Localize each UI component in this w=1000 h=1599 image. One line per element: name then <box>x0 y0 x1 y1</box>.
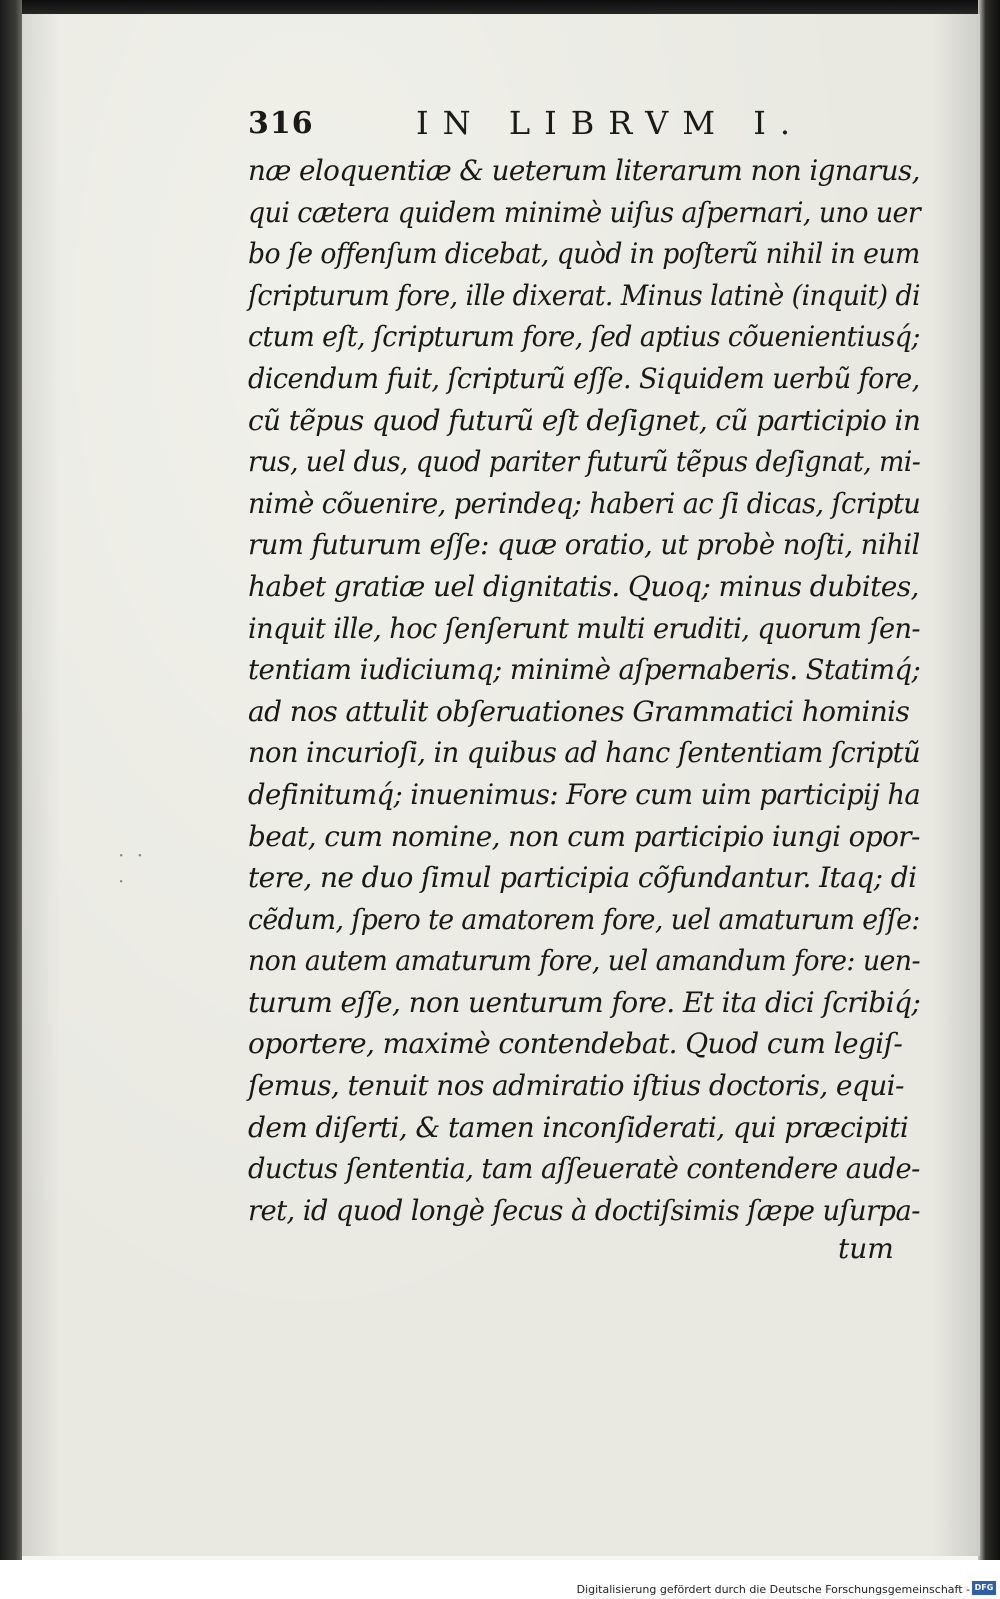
text-line: non autem amaturum fore, uel amandum fore: uen- <box>248 944 920 978</box>
text-line: ctum eſt, ſcripturum fore, ſed aptius cõuenientiusq́; <box>248 320 920 354</box>
book-left-edge <box>0 0 22 1560</box>
funding-credit: Digitalisierung gefördert durch die Deutsche Forschungsgemeinschaft - <box>576 1583 970 1596</box>
text-line: habet gratiæ uel dignitatis. Quoq; minus dubites, <box>248 569 919 603</box>
text-line: tentiam iudiciumq; minimè aſpernaberis. Statimq́; <box>248 653 921 687</box>
text-line: turum eſſe, non uenturum fore. Et ita dici ſcribiq́; <box>248 985 921 1019</box>
text-line: oportere, maximè contendebat. Quod cum legiſ- <box>248 1027 903 1061</box>
text-line: ductus ſententia, tam aſſeueratè contendere aude- <box>248 1152 920 1186</box>
book-right-edge <box>978 0 1000 1560</box>
text-line: ſcripturum fore, ille dixerat. Minus latinè (inquit) di <box>248 278 921 312</box>
footer-bar <box>0 1560 1000 1599</box>
text-line: dem diſerti, & tamen inconſiderati, qui præcipiti <box>248 1110 909 1144</box>
text-line: beat, cum nomine, non cum participio iungi opor- <box>248 819 920 853</box>
text-line: nimè cõuenire, perindeq; haberi ac ſi dicas, ſcriptu <box>248 486 921 520</box>
margin-ink-marks: · · · <box>118 843 147 893</box>
text-line: ad nos attulit obſeruationes Grammatici hominis <box>248 694 910 728</box>
text-line: dicendum fuit, ſcripturũ eſſe. Siquidem uerbũ fore, <box>248 361 920 395</box>
text-line: rum futurum eſſe: quæ oratio, ut probè noſti, nihil <box>248 528 920 562</box>
running-head-title: IN LIBRVM I. <box>416 104 805 142</box>
text-line: tere, ne duo ſimul participia cõfundantur. Itaq; di <box>248 861 917 895</box>
body-text <box>248 150 928 1231</box>
text-line: næ eloquentiæ & ueterum literarum non ignarus, <box>248 154 920 187</box>
text-line: ſemus, tenuit nos admiratio iſtius doctoris, equi- <box>248 1069 904 1103</box>
text-line: qui cætera quidem minimè uiſus aſpernari, uno uer <box>248 195 921 229</box>
text-line: cẽdum, ſpero te amatorem fore, uel amaturum eſſe: <box>248 902 920 936</box>
text-line: ret, id quod longè ſecus à doctiſsimis ſæpe uſurpa- <box>248 1193 920 1227</box>
text-line: rus, uel dus, quod pariter futurũ tẽpus deſignat, mi- <box>248 445 921 479</box>
dfg-logo: DFG <box>972 1581 996 1595</box>
text-line: inquit ille, hoc ſenſerunt multi eruditi, quorum ſen- <box>248 611 921 645</box>
text-line: non incurioſi, in quibus ad hanc ſententiam ſcriptũ <box>248 736 921 770</box>
running-head <box>248 100 848 150</box>
text-line: cũ tẽpus quod futurũ eſt deſignet, cũ participio in <box>248 403 921 437</box>
page-number: 316 <box>248 106 314 141</box>
text-line: bo ſe offenſum dicebat, quòd in poſterũ nihil in eum <box>248 237 920 271</box>
catchword: tum <box>838 1232 894 1265</box>
text-line: definitumq́; inuenimus: Fore cum uim participij ha <box>248 777 921 811</box>
